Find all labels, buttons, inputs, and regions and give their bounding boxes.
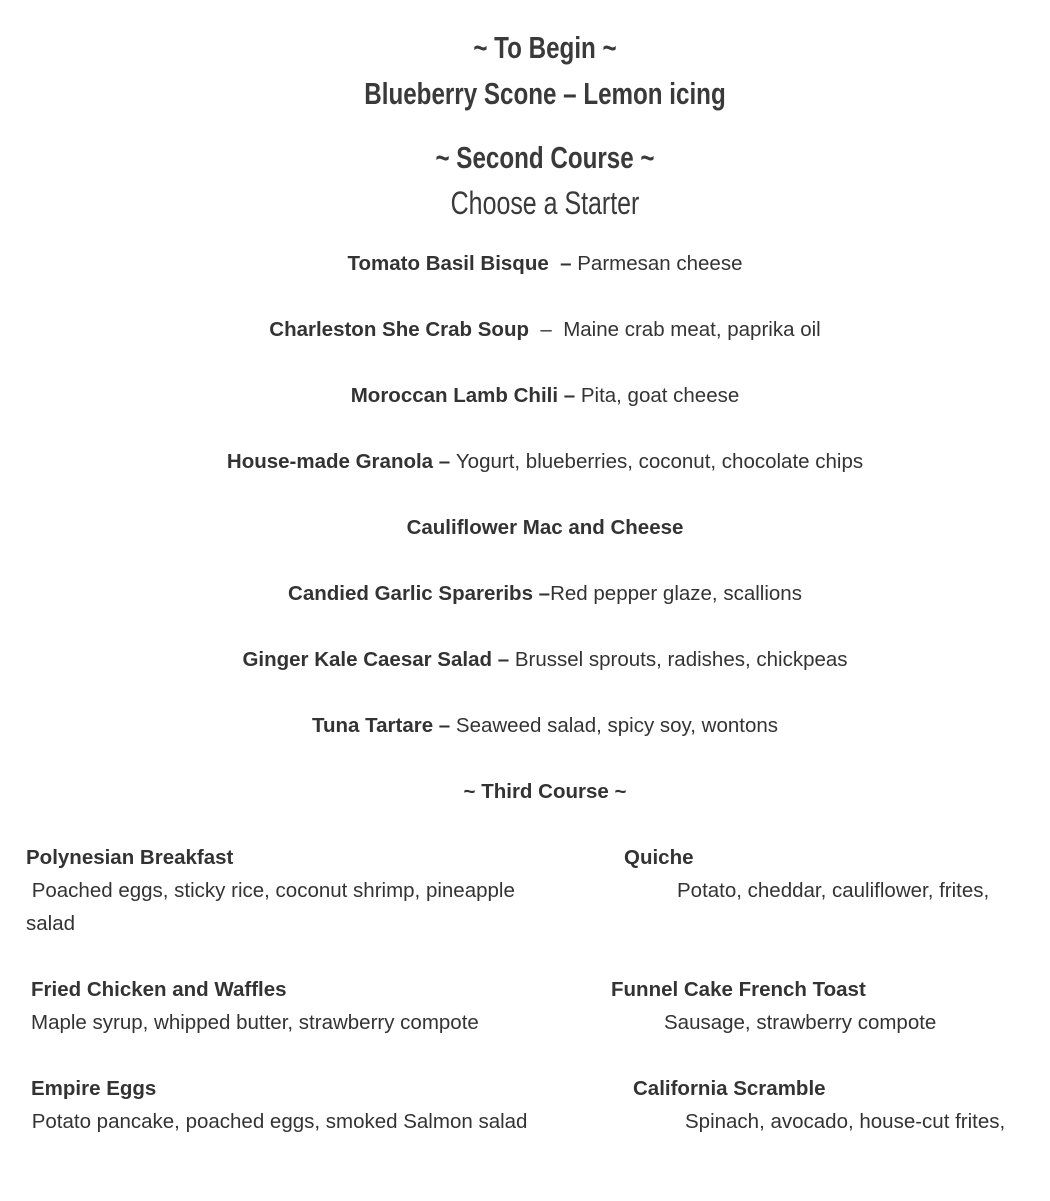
second-course-heading: ~ Second Course ~ bbox=[435, 140, 655, 175]
starter-name: Ginger Kale Caesar Salad bbox=[242, 648, 493, 671]
starter-separator: – bbox=[433, 714, 456, 737]
starter-item bbox=[0, 516, 1050, 540]
main-item bbox=[31, 973, 571, 1039]
main-item-name: Quiche bbox=[624, 846, 694, 869]
starter-description: Parmesan cheese bbox=[577, 252, 743, 275]
starter-item bbox=[0, 648, 1050, 672]
main-item bbox=[26, 841, 566, 940]
starter-item bbox=[0, 582, 1050, 606]
to-begin-item: Blueberry Scone – Lemon icing bbox=[364, 76, 726, 111]
main-item-name: California Scramble bbox=[633, 1077, 826, 1100]
main-item-description: Potato, cheddar, cauliflower, frites, bbox=[677, 879, 990, 902]
main-item-name: Empire Eggs bbox=[31, 1077, 157, 1100]
starter-name: Moroccan Lamb Chili bbox=[350, 384, 559, 407]
starter-separator: – bbox=[433, 450, 456, 473]
starter-separator: – bbox=[548, 252, 578, 275]
starter-name: Tomato Basil Bisque bbox=[347, 252, 549, 275]
main-item-description: Sausage, strawberry compote bbox=[664, 1011, 937, 1034]
main-item-name: Fried Chicken and Waffles bbox=[31, 978, 287, 1001]
starter-description: Red pepper glaze, scallions bbox=[550, 582, 802, 605]
main-item bbox=[611, 973, 1031, 1039]
third-course-heading bbox=[0, 780, 1050, 804]
starter-item bbox=[0, 384, 1050, 408]
starter-separator: – bbox=[558, 384, 581, 407]
main-item-name: Funnel Cake French Toast bbox=[611, 978, 866, 1001]
starter-description: Brussel sprouts, radishes, chickpeas bbox=[514, 648, 848, 671]
starter-item bbox=[0, 318, 1050, 342]
starter-separator: – bbox=[532, 582, 551, 605]
main-item bbox=[624, 841, 1034, 907]
main-item bbox=[26, 1072, 536, 1138]
starter-name: Tuna Tartare bbox=[311, 714, 434, 737]
starter-description: Pita, goat cheese bbox=[580, 384, 740, 407]
main-item-description: Poached eggs, sticky rice, coconut shrimp, pineapple salad bbox=[26, 879, 521, 935]
main-item-description: Potato pancake, poached eggs, smoked Salmon salad bbox=[26, 1110, 528, 1133]
starter-separator: – bbox=[492, 648, 515, 671]
starter-description: Yogurt, blueberries, coconut, chocolate chips bbox=[455, 450, 864, 473]
starter-name: Cauliflower Mac and Cheese bbox=[406, 516, 684, 539]
starter-separator: – bbox=[529, 318, 564, 341]
to-begin-heading: ~ To Begin ~ bbox=[473, 30, 617, 65]
main-item-description: Maple syrup, whipped butter, strawberry compote bbox=[31, 1011, 479, 1034]
starter-item bbox=[0, 714, 1050, 738]
main-item-description: Spinach, avocado, house-cut frites, bbox=[685, 1110, 1006, 1133]
starter-name: Candied Garlic Spareribs bbox=[288, 582, 533, 605]
main-item bbox=[633, 1072, 1043, 1138]
third-course-heading-text: ~ Third Course ~ bbox=[463, 780, 627, 803]
starter-name: Charleston She Crab Soup bbox=[269, 318, 529, 341]
starter-item bbox=[0, 252, 1050, 276]
starter-description: Seaweed salad, spicy soy, wontons bbox=[455, 714, 779, 737]
starter-name: House-made Granola bbox=[226, 450, 434, 473]
second-course-subheading: Choose a Starter bbox=[450, 185, 640, 221]
starter-description: Maine crab meat, paprika oil bbox=[563, 318, 821, 341]
main-item-name: Polynesian Breakfast bbox=[26, 846, 234, 869]
starter-item bbox=[0, 450, 1050, 474]
